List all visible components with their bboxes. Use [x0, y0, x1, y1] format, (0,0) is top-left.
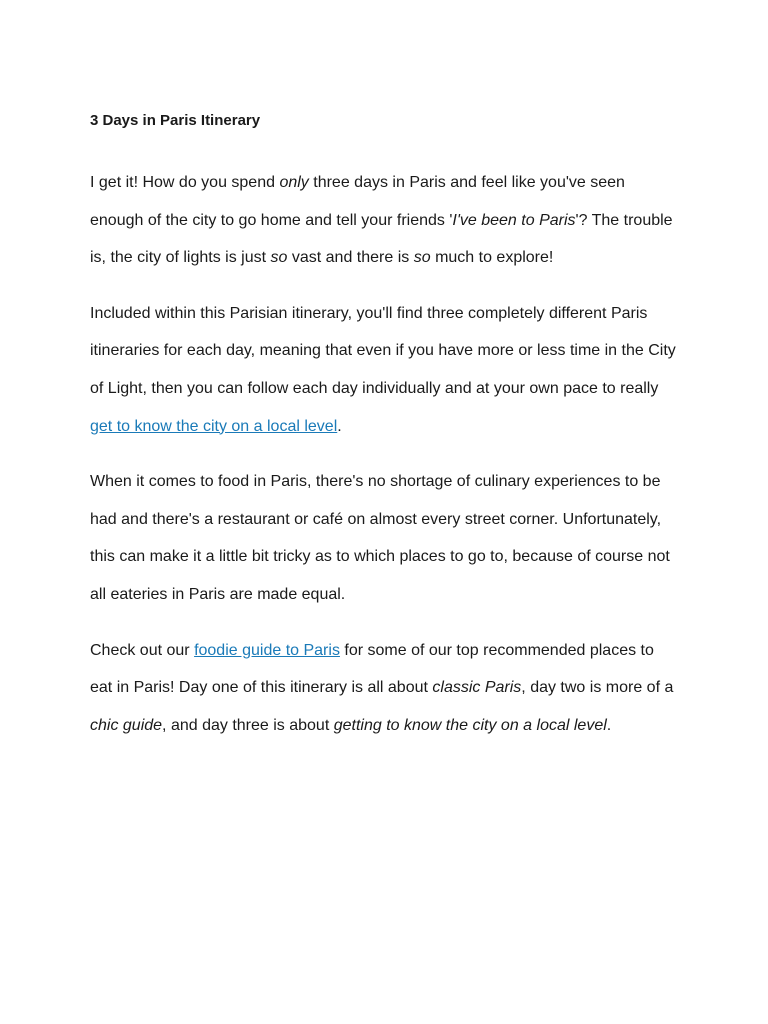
emphasis-text: I've been to Paris	[452, 211, 576, 229]
paragraph-intro	[90, 164, 680, 277]
paragraph-text: vast and there is	[287, 249, 414, 267]
paragraph-text: three days in Paris and feel like you've seen enough of the city to go home and tell your friends '	[90, 174, 625, 229]
paragraph-itinerary	[90, 295, 680, 445]
paragraph-text: .	[606, 716, 612, 734]
paragraph-text: for some of our top recommended places to eat in Paris! Day one of this itinerary is all about	[90, 641, 654, 697]
paragraph-text: When it comes to food in Paris, there's no shortage of culinary experiences to be had and there's a restaurant or café on almost every street corner. Unfortunately, this can make it a little bit tricky as to which places to go to, because of course not all eateries in Paris are made equal.	[90, 473, 670, 603]
paragraph-foodie-guide	[90, 632, 680, 745]
paragraph-text: .	[337, 417, 342, 435]
emphasis-text: only	[279, 174, 309, 191]
paragraph-text: , day two is more of a	[521, 679, 674, 697]
emphasis-text: so	[270, 249, 288, 267]
paragraph-text: I get it! How do you spend	[90, 174, 280, 191]
foodie-guide-link[interactable]: foodie guide to Paris	[194, 641, 340, 659]
paragraph-text: , and day three is about	[162, 716, 334, 734]
emphasis-text: so	[413, 249, 431, 267]
paragraph-text: '? The trouble is, the city of lights is just	[90, 211, 673, 267]
emphasis-text: classic Paris	[432, 679, 522, 697]
paragraph-text: much to explore!	[430, 249, 554, 267]
local-level-link[interactable]: get to know the city on a local level	[90, 417, 338, 435]
document-body	[90, 108, 680, 762]
paragraph-text: Included within this Parisian itinerary, you'll find three completely different Paris itineraries for each day, meaning that even if you have more or less time in the City of Light, then you can follow each day individually and at your own pace to really	[90, 304, 676, 397]
emphasis-text: chic guide	[90, 716, 163, 734]
paragraph-text: Check out our	[90, 641, 195, 659]
emphasis-text: getting to know the city on a local level	[333, 716, 607, 734]
paragraph-food	[90, 463, 680, 613]
document-title: 3 Days in Paris Itinerary	[90, 112, 261, 129]
